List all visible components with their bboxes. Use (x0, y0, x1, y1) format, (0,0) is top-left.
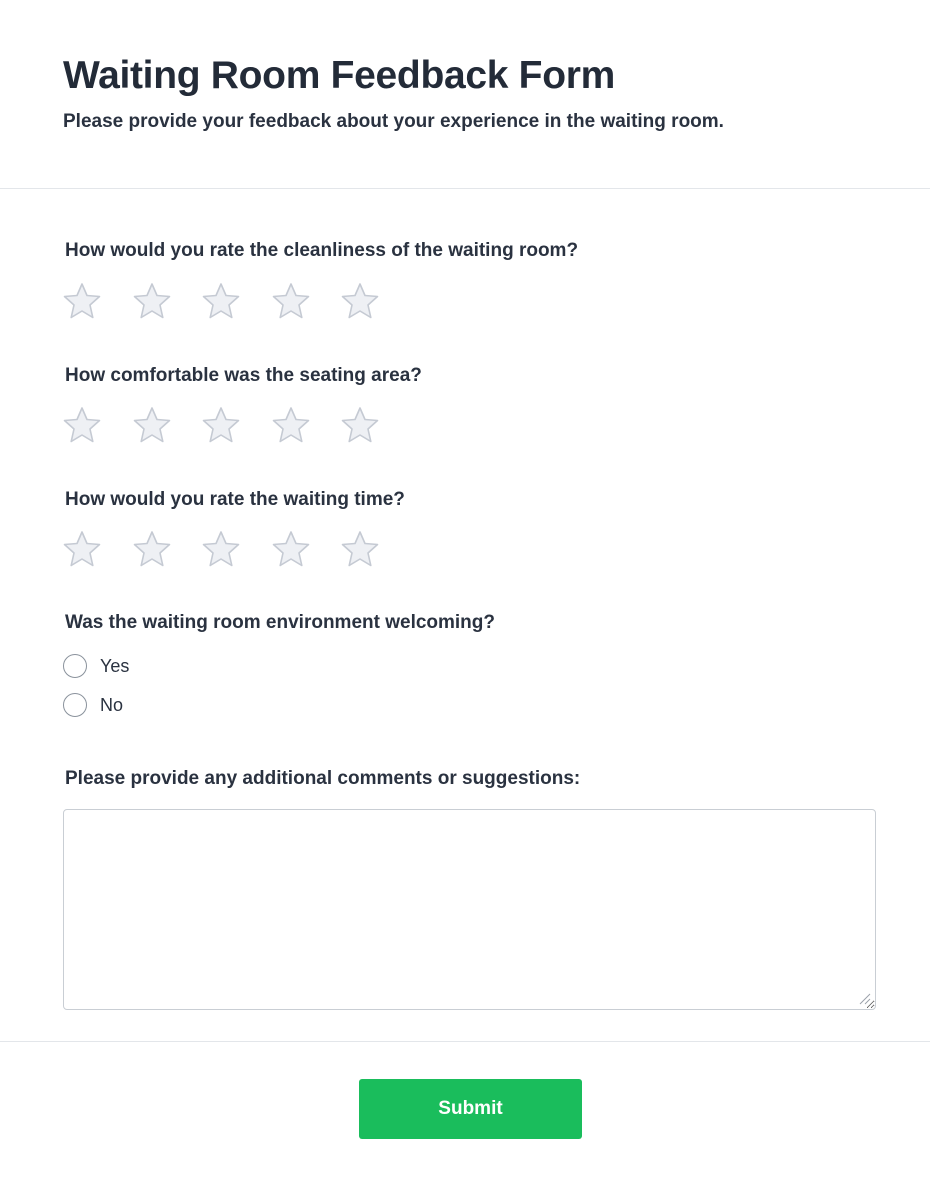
question-seating-label: How comfortable was the seating area? (65, 365, 422, 386)
radio-circle-icon[interactable] (63, 693, 87, 717)
star-outline-icon[interactable] (201, 405, 241, 445)
radio-label-yes: Yes (100, 656, 130, 676)
radio-label-no: No (100, 695, 124, 715)
form-header (0, 0, 930, 189)
star-outline-icon[interactable] (132, 405, 172, 445)
rating-waiting-time[interactable] (62, 529, 392, 569)
radio-option-no[interactable] (63, 693, 263, 719)
comments-textarea[interactable] (63, 809, 876, 1010)
star-outline-icon[interactable] (62, 405, 102, 445)
page-title: Waiting Room Feedback Form (63, 54, 615, 97)
star-outline-icon[interactable] (132, 281, 172, 321)
question-waiting-time-label: How would you rate the waiting time? (65, 489, 405, 510)
star-outline-icon[interactable] (340, 281, 380, 321)
star-outline-icon[interactable] (62, 281, 102, 321)
page-subtitle: Please provide your feedback about your experience in the waiting room. (63, 111, 724, 132)
resize-handle-icon[interactable] (857, 991, 871, 1005)
star-outline-icon[interactable] (62, 529, 102, 569)
star-outline-icon[interactable] (201, 529, 241, 569)
question-comments-label: Please provide any additional comments or suggestions: (65, 768, 581, 789)
star-outline-icon[interactable] (132, 529, 172, 569)
star-outline-icon[interactable] (340, 405, 380, 445)
rating-seating[interactable] (62, 405, 392, 445)
question-welcoming-label: Was the waiting room environment welcoming? (65, 612, 496, 633)
submit-button[interactable]: Submit (359, 1079, 582, 1139)
star-outline-icon[interactable] (271, 529, 311, 569)
star-outline-icon[interactable] (271, 405, 311, 445)
radio-circle-icon[interactable] (63, 654, 87, 678)
question-cleanliness-label: How would you rate the cleanliness of the waiting room? (65, 240, 579, 261)
radio-option-yes[interactable] (63, 654, 263, 680)
star-outline-icon[interactable] (201, 281, 241, 321)
rating-cleanliness[interactable] (62, 281, 392, 321)
star-outline-icon[interactable] (271, 281, 311, 321)
footer-divider (0, 1041, 930, 1042)
star-outline-icon[interactable] (340, 529, 380, 569)
